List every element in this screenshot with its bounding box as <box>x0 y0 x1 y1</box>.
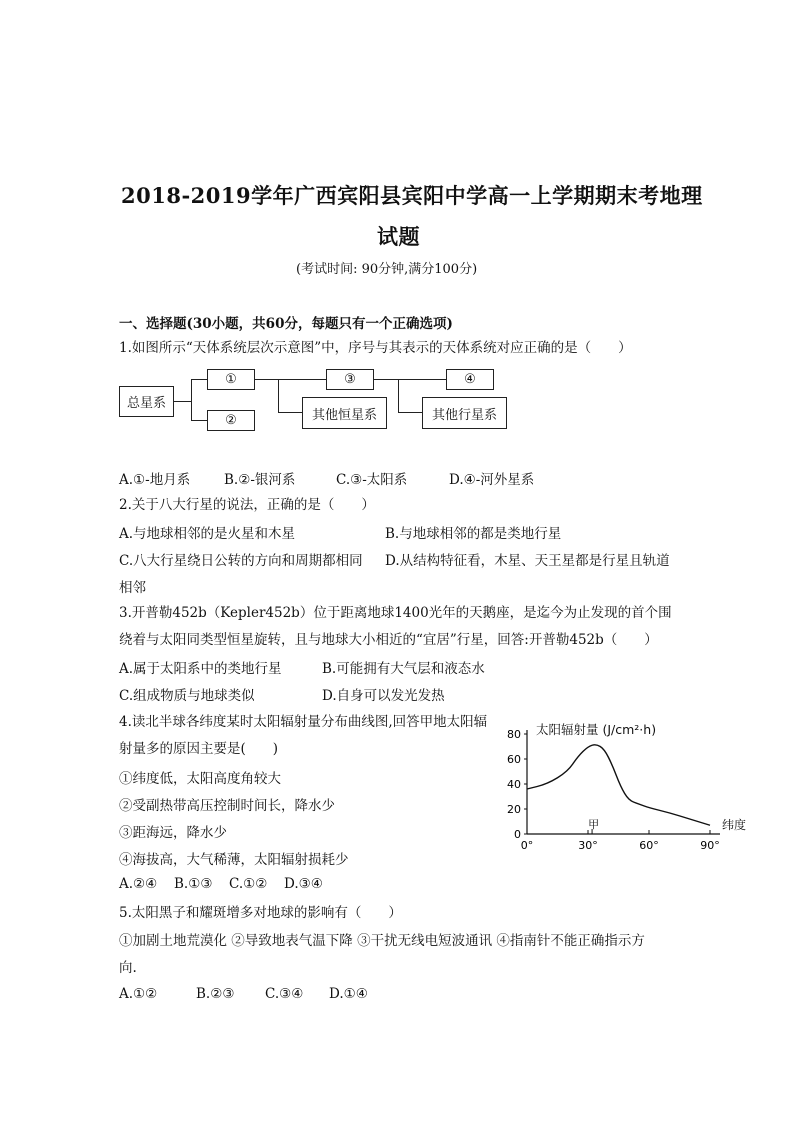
question-5-items-line2: 向. <box>119 960 137 976</box>
question-2-stem: 2.关于八大行星的说法，正确的是（ ） <box>119 497 375 513</box>
chart-title: 太阳辐射量 (J/cm²·h) <box>536 722 657 737</box>
diagram-node-4: ④ <box>446 369 494 390</box>
section-heading: 一、选择题(30小题，共60分，每题只有一个正确选项) <box>119 316 453 332</box>
x-tick-label: 30° <box>578 839 598 852</box>
q4-item-3: ③距海远，降水少 <box>119 825 227 841</box>
q5-option-d: D.①④ <box>329 986 368 1002</box>
diagram-other-planet: 其他行星系 <box>422 397 507 429</box>
x-axis-label: 纬度 <box>722 818 747 832</box>
question-4-stem-line1: 4.读北半球各纬度某时太阳辐射量分布曲线图,回答甲地太阳辐 <box>119 714 488 730</box>
q4-item-4: ④海拔高，大气稀薄，太阳辐射损耗少 <box>119 852 349 868</box>
question-1-stem: 1.如图所示“天体系统层次示意图”中，序号与其表示的天体系统对应正确的是（ ） <box>119 340 632 356</box>
jia-label: 甲 <box>588 818 600 831</box>
q5-option-c: C.③④ <box>265 986 304 1002</box>
diagram-node-2: ② <box>207 410 255 431</box>
y-tick-label: 20 <box>507 803 521 816</box>
q4-option-d: D.③④ <box>284 876 323 892</box>
q3-option-a: A.属于太阳系中的类地行星 <box>119 661 282 677</box>
q2-option-d-cont: 相邻 <box>119 580 146 596</box>
q3-option-b: B.可能拥有大气层和液态水 <box>322 661 485 677</box>
diagram-node-1: ① <box>207 369 255 390</box>
q2-option-d: D.从结构特征看，木星、天王星都是行星且轨道 <box>385 553 670 569</box>
q5-option-b: B.②③ <box>196 986 235 1002</box>
q5-option-a: A.①② <box>119 986 158 1002</box>
y-tick-label: 60 <box>507 753 521 766</box>
page-title: 2018-2019学年广西宾阳县宾阳中学高一上学期期末考地理 <box>121 183 703 208</box>
diagram-node-3: ③ <box>326 369 374 390</box>
diagram-root-box: 总星系 <box>119 386 174 417</box>
q1-option-c: C.③-太阳系 <box>336 472 408 488</box>
q4-option-c: C.①② <box>229 876 268 892</box>
q1-option-b: B.②-银河系 <box>224 472 296 488</box>
x-tick-label: 0° <box>520 839 534 852</box>
question-3-stem-line2: 绕着与太阳同类型恒星旋转，且与地球大小相近的“宜居”行星，回答:开普勒452b（ ） <box>119 632 658 648</box>
question-3-stem-line1: 3.开普勒452b（Kepler452b）位于距离地球1400光年的天鹅座，是迄今为止发现的首个围 <box>119 605 672 621</box>
question-5-stem: 5.太阳黑子和耀斑增多对地球的影响有（ ） <box>119 905 402 921</box>
q4-option-b: B.①③ <box>174 876 213 892</box>
q1-option-d: D.④-河外星系 <box>449 472 535 488</box>
q2-option-a: A.与地球相邻的是火星和木星 <box>119 526 296 542</box>
radiation-curve <box>527 745 710 825</box>
q1-option-a: A.①-地月系 <box>119 472 191 488</box>
q2-option-c: C.八大行星绕日公转的方向和周期都相同 <box>119 553 363 569</box>
y-tick-label: 0 <box>514 828 521 841</box>
q4-item-2: ②受副热带高压控制时间长，降水少 <box>119 798 335 814</box>
q4-option-a: A.②④ <box>119 876 158 892</box>
question-4-stem-line2: 射量多的原因主要是( ) <box>119 741 279 757</box>
x-tick-label: 60° <box>639 839 659 852</box>
q2-option-b: B.与地球相邻的都是类地行星 <box>385 526 562 542</box>
solar-radiation-chart <box>500 712 790 862</box>
exam-info: (考试时间: 90分钟,满分100分) <box>296 262 478 277</box>
x-tick-label: 90° <box>700 839 720 852</box>
q4-item-1: ①纬度低，太阳高度角较大 <box>119 771 281 787</box>
y-tick-label: 40 <box>507 778 521 791</box>
page-title-cont: 试题 <box>377 224 420 249</box>
q3-option-c: C.组成物质与地球类似 <box>119 688 255 704</box>
y-tick-label: 80 <box>507 728 521 741</box>
q3-option-d: D.自身可以发光发热 <box>322 688 445 704</box>
question-5-items-line1: ①加剧土地荒漠化 ②导致地表气温下降 ③干扰无线电短波通讯 ④指南针不能正确指示方 <box>119 933 645 949</box>
diagram-other-star: 其他恒星系 <box>302 397 387 429</box>
